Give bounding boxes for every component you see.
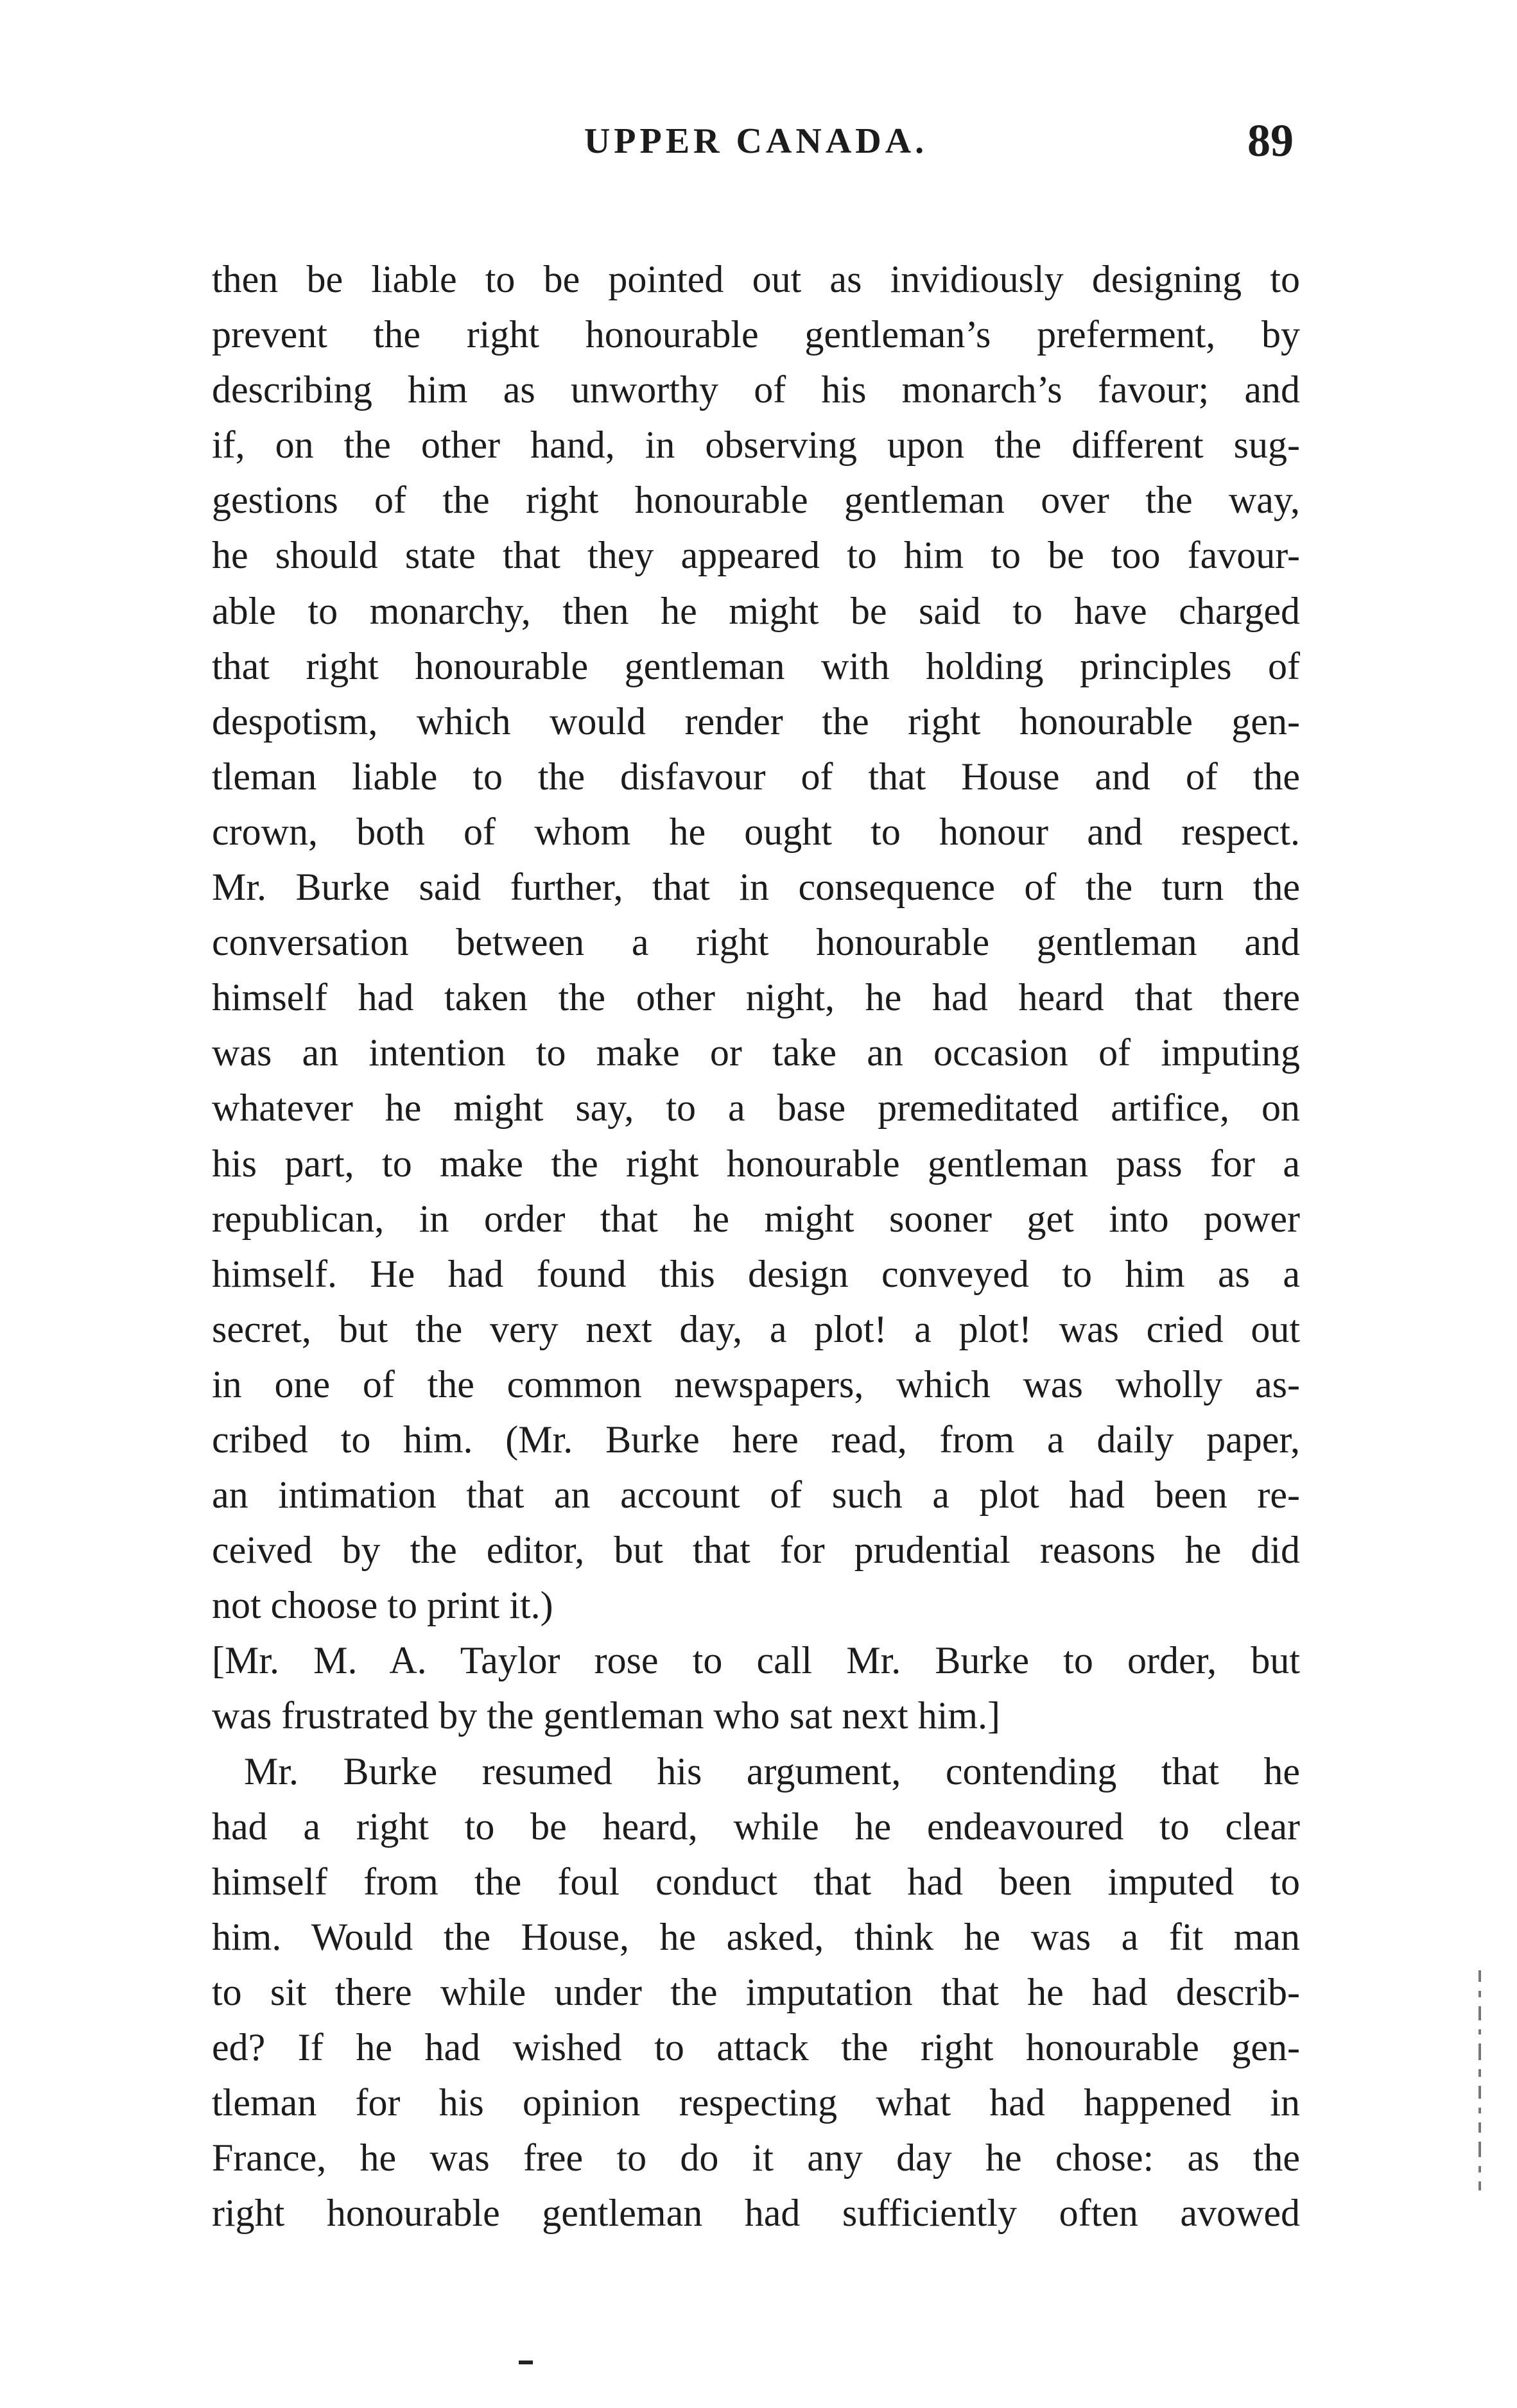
text-line: conversation between a right honourable gentleman and bbox=[212, 921, 1300, 964]
text-line: tleman liable to the disfavour of that House and of the bbox=[212, 755, 1300, 798]
text-line: crown, both of whom he ought to honour and respect. bbox=[212, 810, 1300, 853]
text-line: then be liable to be pointed out as invidiously designing to bbox=[212, 258, 1300, 300]
text-line: describing him as unworthy of his monarch’s favour; and bbox=[212, 368, 1300, 411]
text-line: in one of the common newspapers, which was wholly as- bbox=[212, 1363, 1300, 1406]
text-line: right honourable gentleman had sufficiently often avowed bbox=[212, 2192, 1300, 2235]
text-line: prevent the right honourable gentleman’s preferment, by bbox=[212, 313, 1300, 356]
text-line: to sit there while under the imputation that he had describ- bbox=[212, 1970, 1300, 2013]
text-line: able to monarchy, then he might be said to have charged bbox=[212, 589, 1300, 632]
text-line: himself had taken the other night, he had heard that there bbox=[212, 976, 1300, 1019]
text-line: tleman for his opinion respecting what had happened in bbox=[212, 2081, 1300, 2124]
text-line: himself from the foul conduct that had been imputed to bbox=[212, 1860, 1300, 1903]
page-number: 89 bbox=[1247, 115, 1294, 166]
text-line: him. Would the House, he asked, think he was a fit man bbox=[212, 1915, 1300, 1958]
page-header bbox=[212, 114, 1300, 185]
text-line: gestions of the right honourable gentleman over the way, bbox=[212, 479, 1300, 522]
text-line: despotism, which would render the right honourable gen- bbox=[212, 700, 1300, 743]
text-line: was frustrated by the gentleman who sat next him.] bbox=[212, 1694, 1001, 1737]
text-line: himself. He had found this design conveyed to him as a bbox=[212, 1252, 1300, 1295]
text-line: not choose to print it.) bbox=[212, 1584, 553, 1627]
text-line: secret, but the very next day, a plot! a plot! was cried out bbox=[212, 1307, 1300, 1350]
text-line: Mr. Burke resumed his argument, contending that he bbox=[244, 1750, 1300, 1793]
text-line: he should state that they appeared to him to be too favour- bbox=[212, 534, 1300, 577]
text-line: had a right to be heard, while he endeavoured to clear bbox=[212, 1805, 1300, 1848]
text-line: whatever he might say, to a base premeditated artifice, on bbox=[212, 1087, 1300, 1130]
text-line: his part, to make the right honourable gentleman pass for a bbox=[212, 1142, 1300, 1185]
text-line: if, on the other hand, in observing upon the different sug- bbox=[212, 424, 1300, 467]
text-line: Mr. Burke said further, that in consequence of the turn the bbox=[212, 866, 1300, 909]
margin-specks bbox=[1470, 1970, 1489, 2240]
text-line: cribed to him. (Mr. Burke here read, from a daily paper, bbox=[212, 1418, 1300, 1461]
text-line: an intimation that an account of such a plot had been re- bbox=[212, 1474, 1300, 1517]
text-line: republican, in order that he might sooner get into power bbox=[212, 1197, 1300, 1240]
text-line: ed? If he had wished to attack the right honourable gen- bbox=[212, 2026, 1300, 2068]
body-text bbox=[212, 252, 1300, 2240]
text-line: was an intention to make or take an occasion of imputing bbox=[212, 1031, 1300, 1074]
text-line: France, he was free to do it any day he chose: as the bbox=[212, 2137, 1300, 2180]
text-line: ceived by the editor, but that for prudential reasons he did bbox=[212, 1529, 1300, 1572]
bottom-mark bbox=[519, 2361, 533, 2364]
text-line: [Mr. M. A. Taylor rose to call Mr. Burke to order, but bbox=[212, 1639, 1300, 1682]
running-head: UPPER CANADA. bbox=[584, 121, 928, 161]
text-line: that right honourable gentleman with holding principles of bbox=[212, 644, 1300, 687]
